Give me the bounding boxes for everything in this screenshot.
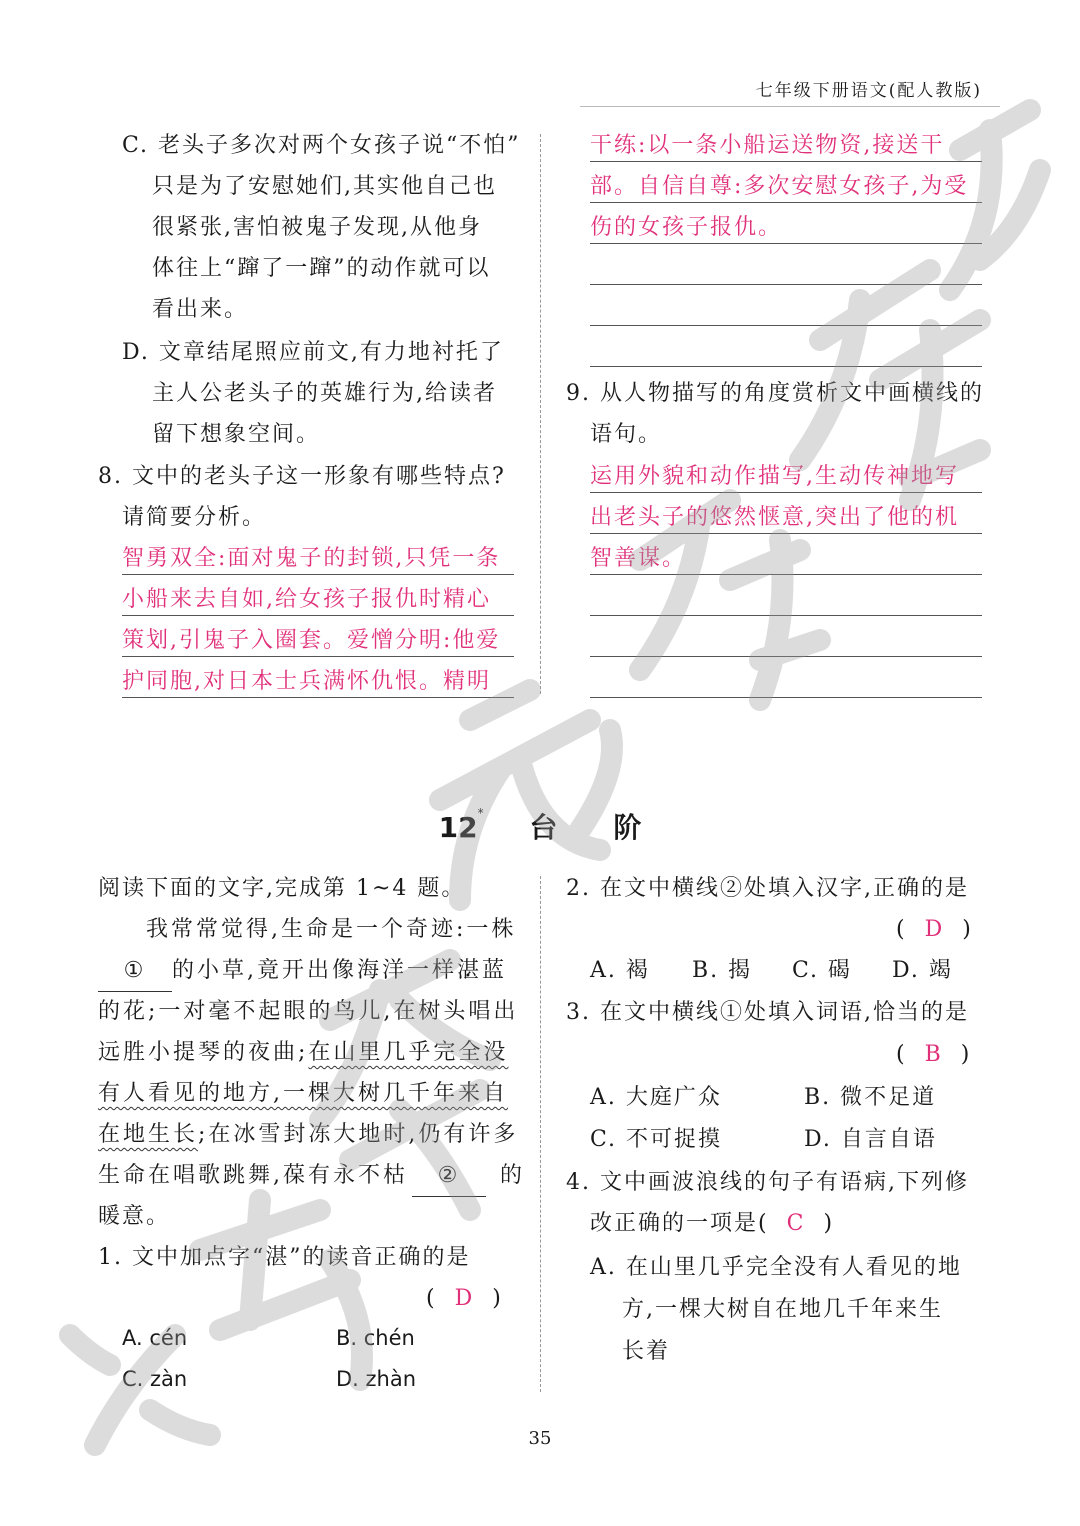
answer-rule xyxy=(590,615,982,616)
question-4-answer: C xyxy=(786,1211,806,1236)
answer-rule xyxy=(122,656,514,657)
page-header: 七年级下册语文(配人教版) xyxy=(755,81,982,101)
answer-rule xyxy=(590,284,982,285)
option: D. zhàn xyxy=(336,1367,417,1391)
answer-9-line1: 运用外貌和动作描写,生动传神地写 xyxy=(590,464,959,489)
answer-rule xyxy=(590,697,982,698)
wavy-sentence: 在山里几乎完全没 xyxy=(308,1040,509,1065)
option-c-line2: 只是为了安慰她们,其实他自己也 xyxy=(152,174,497,199)
question-4-stem-line1: 4. 文中画波浪线的句子有语病,下列修 xyxy=(566,1170,969,1195)
question-9-line2: 语句。 xyxy=(590,422,663,447)
answer-rule xyxy=(590,243,982,244)
blank-1: ① xyxy=(98,950,172,992)
answer-rule xyxy=(590,533,982,534)
passage-line: 的花;一对毫不起眼的鸟儿,在树头唱出 xyxy=(98,999,519,1024)
option-c-line1: C. 老头子多次对两个女孩子说“不怕” xyxy=(122,133,521,158)
passage-line xyxy=(98,1114,518,1155)
option: A. cén xyxy=(122,1326,188,1350)
answer-rule xyxy=(590,161,982,162)
option: D. 竭 xyxy=(892,958,953,983)
answer-rule xyxy=(590,492,982,493)
option-c-line3: 很紧张,害怕被鬼子发现,从他身 xyxy=(152,215,482,240)
option-d-line3: 留下想象空间。 xyxy=(152,422,321,447)
question-1-stem: 1. 文中加点字“湛”的读音正确的是 xyxy=(98,1245,471,1270)
question-2-answer: D xyxy=(924,917,945,942)
question-2-stem: 2. 在文中横线②处填入汉字,正确的是 xyxy=(566,876,969,901)
option: C. 碣 xyxy=(792,958,853,983)
section-number: 12 xyxy=(438,811,478,844)
answer-8-line2: 小船来去自如,给女孩子报仇时精心 xyxy=(122,587,491,612)
question-4-option-a-line2: 方,一棵大树自在地几千年来生 xyxy=(622,1297,943,1322)
section-star: * xyxy=(477,806,484,820)
answer-rule xyxy=(122,615,514,616)
passage-text: 生命在唱歌跳舞,葆有永不枯 xyxy=(98,1163,408,1188)
answer-8-line1: 智勇双全:面对鬼子的封锁,只凭一条 xyxy=(122,546,501,571)
wavy-sentence: 有人看见的地方,一棵大树几千年来自 xyxy=(98,1081,508,1106)
passage-line xyxy=(98,950,507,992)
answer-rule xyxy=(590,574,982,575)
option: A. 褐 xyxy=(590,958,650,983)
question-8-line1: 8. 文中的老头子这一形象有哪些特点? xyxy=(98,464,506,489)
answer-8-line3: 策划,引鬼子入圈套。爱憎分明:他爱 xyxy=(122,628,501,653)
option-d-line2: 主人公老头子的英雄行为,给读者 xyxy=(152,381,497,406)
blank-2: ② xyxy=(412,1155,486,1197)
question-4-stem-text: 改正确的一项是( xyxy=(590,1211,769,1236)
passage-line: 我常常觉得,生命是一个奇迹:一株 xyxy=(146,917,517,942)
answer-rule xyxy=(590,325,982,326)
option-c-line5: 看出来。 xyxy=(152,297,249,322)
answer-9-line3: 智善谋。 xyxy=(590,546,687,571)
passage-intro: 阅读下面的文字,完成第 1~4 题。 xyxy=(98,876,466,901)
question-4-option-a-line1: A. 在山里几乎完全没有人看见的地 xyxy=(590,1255,962,1280)
question-4-stem-line2 xyxy=(590,1203,834,1244)
column-divider-bottom xyxy=(540,876,541,1392)
answer-9-line2: 出老头子的悠然惬意,突出了他的机 xyxy=(590,505,959,530)
option: C. 不可捉摸 xyxy=(590,1127,723,1152)
option: B. chén xyxy=(336,1326,415,1350)
header-rule xyxy=(580,106,1000,107)
passage-line xyxy=(98,1032,508,1073)
option: B. 微不足道 xyxy=(804,1085,937,1110)
answer-8-line4: 护同胞,对日本士兵满怀仇恨。精明 xyxy=(122,669,491,694)
answer-rule xyxy=(122,697,514,698)
answer-8-cont-line1: 干练:以一条小船运送物资,接送干 xyxy=(590,133,945,158)
question-3-answer-paren: ( B ) xyxy=(896,1042,972,1067)
dotted-char: 湛 • xyxy=(457,958,482,983)
question-1-answer-paren: ( D ) xyxy=(426,1286,503,1311)
question-8-line2: 请简要分析。 xyxy=(122,505,267,530)
option: C. zàn xyxy=(122,1367,188,1391)
section-title xyxy=(0,806,1080,846)
passage-text: 远胜小提琴的夜曲; xyxy=(98,1040,309,1065)
option: A. 大庭广众 xyxy=(590,1085,722,1110)
option-d-line1: D. 文章结尾照应前文,有力地衬托了 xyxy=(122,340,504,365)
question-3-answer: B xyxy=(924,1042,943,1067)
passage-text: 的小草,竟开出像海洋一样 xyxy=(172,958,457,983)
answer-8-cont-line2: 部。自信自尊:多次安慰女孩子,为受 xyxy=(590,174,969,199)
column-divider-top xyxy=(540,134,541,694)
question-1-answer: D xyxy=(454,1286,475,1311)
passage-line: 暖意。 xyxy=(98,1204,171,1229)
passage-text: 蓝 xyxy=(482,958,508,983)
question-3-stem: 3. 在文中横线①处填入词语,恰当的是 xyxy=(566,1000,969,1025)
answer-8-cont-line3: 伤的女孩子报仇。 xyxy=(590,215,783,240)
passage-text: 的 xyxy=(500,1163,526,1188)
wavy-sentence: 在地生长 xyxy=(98,1122,199,1147)
question-9-line1: 9. 从人物描写的角度赏析文中画横线的 xyxy=(566,381,984,406)
section-name: 台 阶 xyxy=(529,811,642,844)
question-4-close-paren: ) xyxy=(823,1211,835,1236)
passage-line xyxy=(98,1155,525,1197)
answer-rule xyxy=(590,366,982,367)
question-4-option-a-line3: 长着 xyxy=(622,1339,671,1364)
answer-rule xyxy=(590,202,982,203)
option: D. 自言自语 xyxy=(804,1127,937,1152)
answer-rule xyxy=(122,574,514,575)
option-c-line4: 体往上“蹿了一蹿”的动作就可以 xyxy=(152,256,491,281)
question-2-answer-paren: ( D ) xyxy=(896,917,973,942)
option: B. 揭 xyxy=(692,958,753,983)
passage-line xyxy=(98,1073,508,1114)
page-number: 35 xyxy=(528,1428,552,1449)
answer-rule xyxy=(590,656,982,657)
passage-text: ;在冰雪封冻大地时,仍有许多 xyxy=(198,1122,519,1147)
